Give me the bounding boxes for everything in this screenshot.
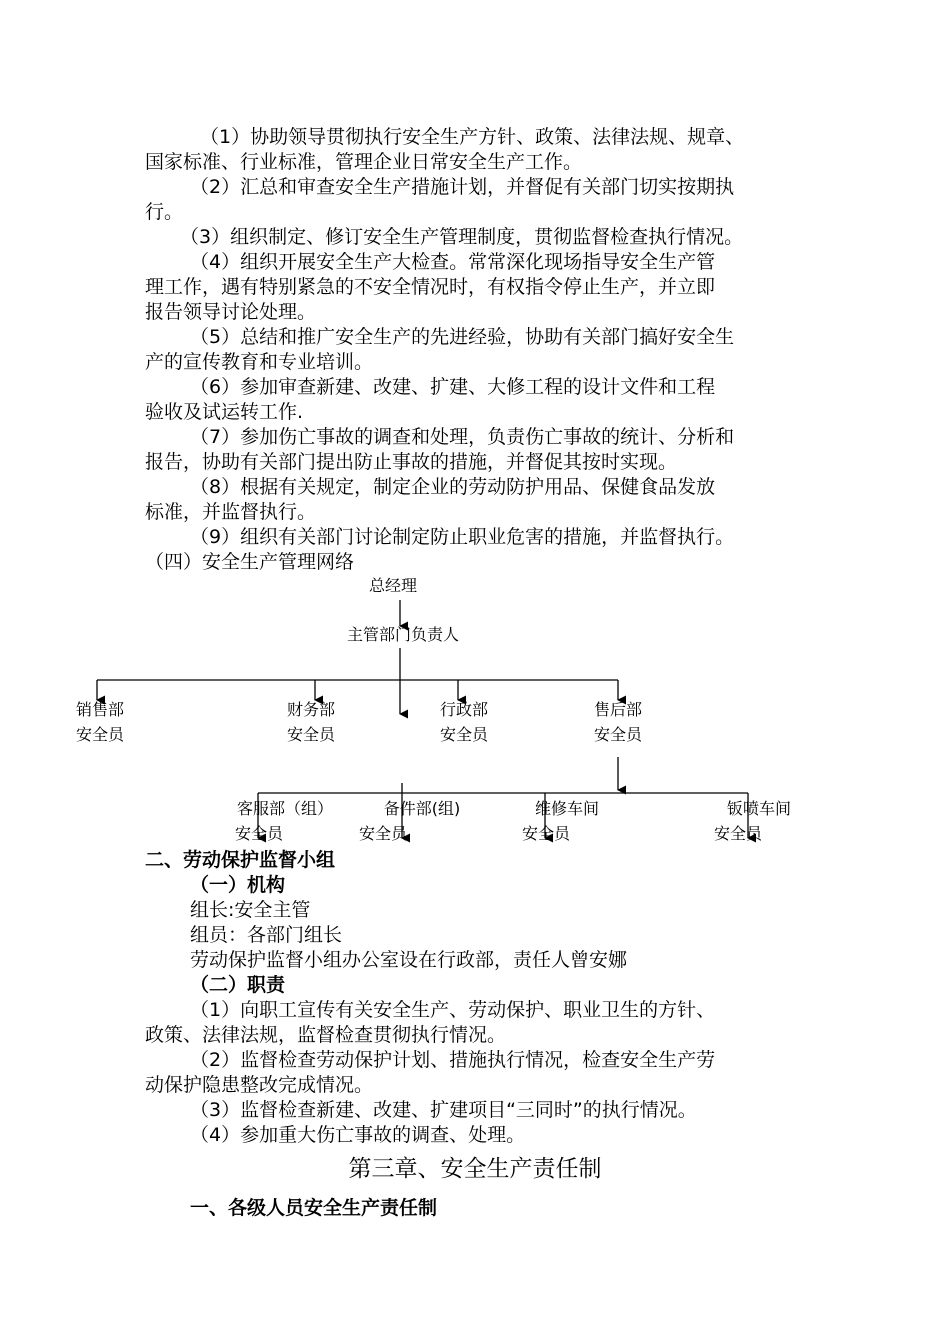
org-dept-sales-role: 安全员: [75, 725, 124, 744]
org-sub-parts-role: 安全员: [358, 824, 407, 843]
org-sub-service: 客服部（组）: [236, 799, 333, 818]
section2-sub2-line-1: （1）向职工宣传有关安全生产、劳动保护、职业卫生的方针、: [190, 999, 716, 1021]
section2-sub1-title: （一）机构: [190, 874, 286, 896]
section2-sub2-line-4: 动保护隐患整改完成情况。: [145, 1074, 374, 1096]
section2-sub1-line-2: 组员：各部门组长: [190, 924, 343, 946]
duty-line-15: （8）根据有关规定，制定企业的劳动防护用品、保健食品发放: [190, 476, 716, 498]
org-sub-parts: 备件部(组): [383, 799, 461, 818]
duty-line-3: （2）汇总和审查安全生产措施计划，并督促有关部门切实按期执: [190, 176, 735, 198]
duty-line-5: （3）组织制定、修订安全生产管理制度，贯彻监督检查执行情况。: [180, 226, 744, 248]
duty-line-1: （1）协助领导贯彻执行安全生产方针、政策、法律法规、规章、: [200, 126, 745, 148]
org-dept-finance: 财务部: [286, 700, 335, 719]
section2-sub2-line-2: 政策、法律法规，监督检查贯彻执行情况。: [145, 1024, 507, 1046]
org-dept-aftersales: 售后部: [593, 700, 642, 719]
section2-sub1-line-1: 组长:安全主管: [190, 899, 311, 921]
duty-line-16: 标准，并监督执行。: [145, 501, 317, 523]
duty-line-17: （9）组织有关部门讨论制定防止职业危害的措施，并监督执行。: [190, 526, 735, 548]
duty-line-8: 报告领导讨论处理。: [145, 301, 317, 323]
duty-line-14: 报告，协助有关部门提出防止事故的措施，并督促其按时实现。: [145, 451, 678, 473]
duty-line-11: （6）参加审查新建、改建、扩建、大修工程的设计文件和工程: [190, 376, 716, 398]
chapter-title: 第三章、安全生产责任制: [348, 1156, 602, 1182]
org-top: 总经理: [368, 576, 417, 595]
org-sub-paint-role: 安全员: [713, 824, 762, 843]
org-sub-paint: 钣喷车间: [726, 799, 791, 818]
network-heading: （四）安全生产管理网络: [145, 551, 355, 573]
org-sub-service-role: 安全员: [234, 824, 283, 843]
section2-sub2-line-5: （3）监督检查新建、改建、扩建项目“三同时”的执行情况。: [190, 1099, 697, 1121]
duty-line-13: （7）参加伤亡事故的调查和处理，负责伤亡事故的统计、分析和: [190, 426, 735, 448]
duty-line-4: 行。: [145, 201, 184, 223]
org-dept-sales: 销售部: [75, 700, 124, 719]
chapter-subtitle: 一、各级人员安全生产责任制: [190, 1197, 438, 1219]
section2-sub1-line-3: 劳动保护监督小组办公室设在行政部，责任人曾安娜: [190, 949, 628, 971]
duty-line-2: 国家标准、行业标准，管理企业日常安全生产工作。: [145, 151, 583, 173]
org-dept-finance-role: 安全员: [286, 725, 335, 744]
duty-line-6: （4）组织开展安全生产大检查。常常深化现场指导安全生产管: [190, 251, 716, 273]
org-sub-repair: 维修车间: [534, 799, 599, 818]
section2-sub2-title: （二）职责: [190, 974, 286, 996]
org-manager: 主管部门负责人: [346, 625, 459, 644]
duty-line-10: 产的宣传教育和专业培训。: [145, 351, 374, 373]
section2-sub2-line-6: （4）参加重大伤亡事故的调查、处理。: [190, 1124, 526, 1146]
org-dept-admin-role: 安全员: [439, 725, 488, 744]
duty-line-7: 理工作，遇有特别紧急的不安全情况时，有权指令停止生产，并立即: [145, 276, 716, 298]
org-dept-admin: 行政部: [439, 700, 488, 719]
section2-sub2-line-3: （2）监督检查劳动保护计划、措施执行情况，检查安全生产劳: [190, 1049, 716, 1071]
duty-line-9: （5）总结和推广安全生产的先进经验，协助有关部门搞好安全生: [190, 326, 735, 348]
duty-line-12: 验收及试运转工作.: [145, 401, 304, 423]
section2-title: 二、劳动保护监督小组: [145, 849, 336, 871]
org-dept-aftersales-role: 安全员: [593, 725, 642, 744]
org-sub-repair-role: 安全员: [521, 824, 570, 843]
